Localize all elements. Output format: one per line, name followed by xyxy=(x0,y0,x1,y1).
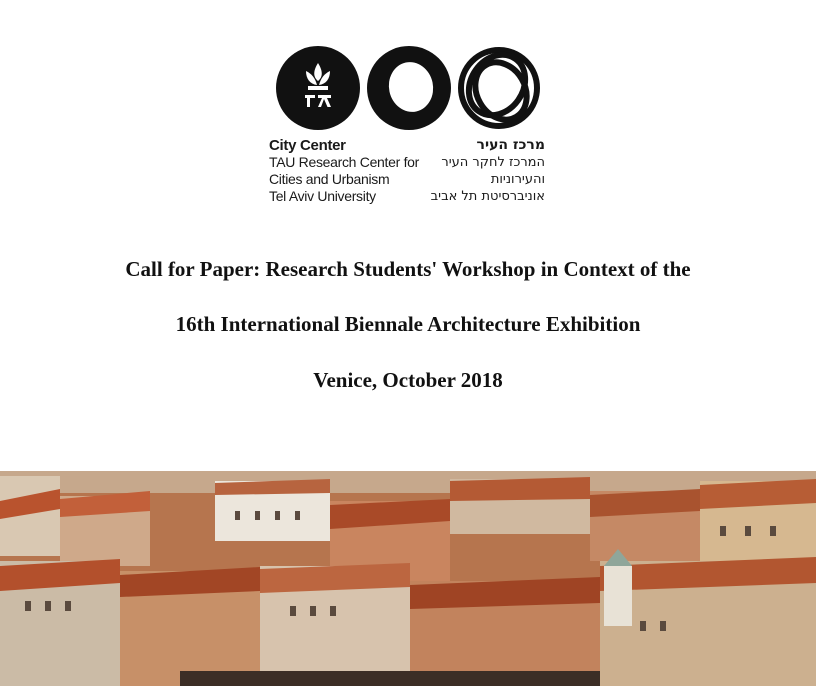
title-line-1: Call for Paper: Research Students' Workshop in Context of the xyxy=(125,257,691,281)
title-line-2: 16th International Biennale Architecture Exhibition xyxy=(175,312,641,336)
city-center-logo xyxy=(0,0,816,215)
rooftop-blocks xyxy=(0,476,816,686)
logo-en-line-4: Tel Aviv University xyxy=(269,188,376,204)
city-ring-icon xyxy=(367,46,451,130)
rooftops-illustration xyxy=(0,471,816,686)
logo-en-line-1: City Center xyxy=(269,137,346,154)
interlace-rings-icon xyxy=(457,45,537,129)
venice-rooftops-photo xyxy=(0,471,816,686)
logo-marks xyxy=(275,45,545,131)
logo-hebrew-text xyxy=(400,137,545,205)
logo-he-line-3: והעירוניות xyxy=(490,172,545,187)
logo-he-line-2: המרכז לחקר העיר xyxy=(441,155,545,170)
tau-emblem-icon xyxy=(276,46,360,130)
title-line-3: Venice, October 2018 xyxy=(313,368,503,392)
logo-en-line-3: Cities and Urbanism xyxy=(269,171,390,187)
logo-he-line-4: אוניברסיטת תל אביב xyxy=(430,189,545,204)
logo-en-line-2: TAU Research Center for xyxy=(269,154,420,170)
logo-he-line-1: מרכז העיר xyxy=(476,137,545,153)
